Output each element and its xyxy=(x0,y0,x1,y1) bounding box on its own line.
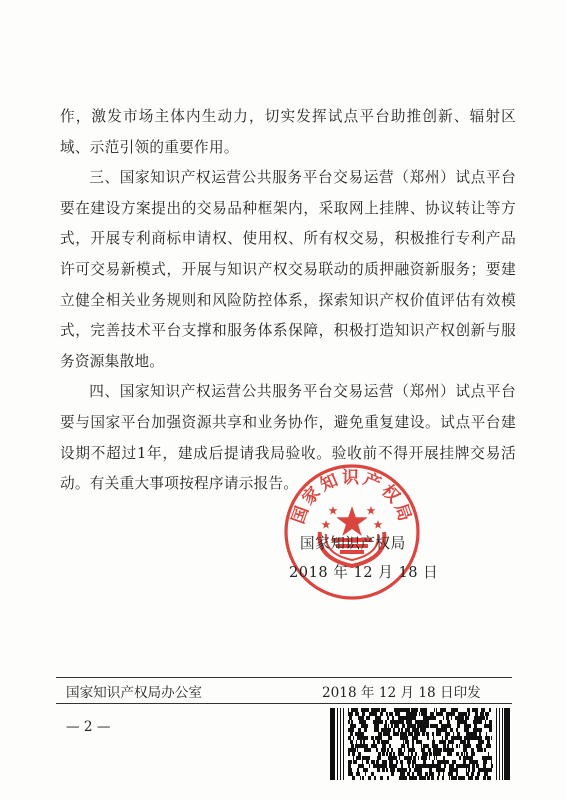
paragraph-item-four: 四、国家知识产权运营公共服务平台交易运营（郑州）试点平台要与国家平台加强资源共享和业务协作，避免重复建设。试点平台建设期不超过1年，建成后提请我局验收。验收前不得开展挂牌交易活动。有关重大事项按程序请示报告。 xyxy=(60,383,516,493)
barcode-icon xyxy=(330,708,510,780)
paragraph-item-three: 三、国家知识产权运营公共服务平台交易运营（郑州）试点平台要在建设方案提出的交易品种框架内，采取网上挂牌、协议转让等方式，开展专利商标申请权、使用权、所有权交易，积极推行专利产品许可交易新模式，开展与知识产权交易联动的质押融资新服务；要建立健全相关业务规则和风险防控体系，探索知识产权价值评估有效模式，完善技术平台支撑和服务体系保障，积极打造知识产权创新与服务资源集散地。 xyxy=(60,169,516,370)
paragraph-continuation: 作，激发市场主体内生动力，切实发挥试点平台助推创新、辐射区域、示范引领的重要作用。 xyxy=(60,108,516,156)
document-body xyxy=(60,102,516,500)
footer-rule-top xyxy=(56,677,512,678)
signing-date: 2018 年 12 月 18 日 xyxy=(289,564,439,581)
print-date: 2018 年 12 月 18 日印发 xyxy=(322,685,481,701)
footer-rule-bottom xyxy=(56,703,512,704)
page-number: — 2 — xyxy=(66,719,111,735)
signature-block xyxy=(0,528,566,598)
seal-text: 国家知识产权局 xyxy=(288,468,416,527)
issuer-name: 国家知识产权局 xyxy=(300,535,406,552)
issuing-office: 国家知识产权局办公室 xyxy=(66,685,202,701)
